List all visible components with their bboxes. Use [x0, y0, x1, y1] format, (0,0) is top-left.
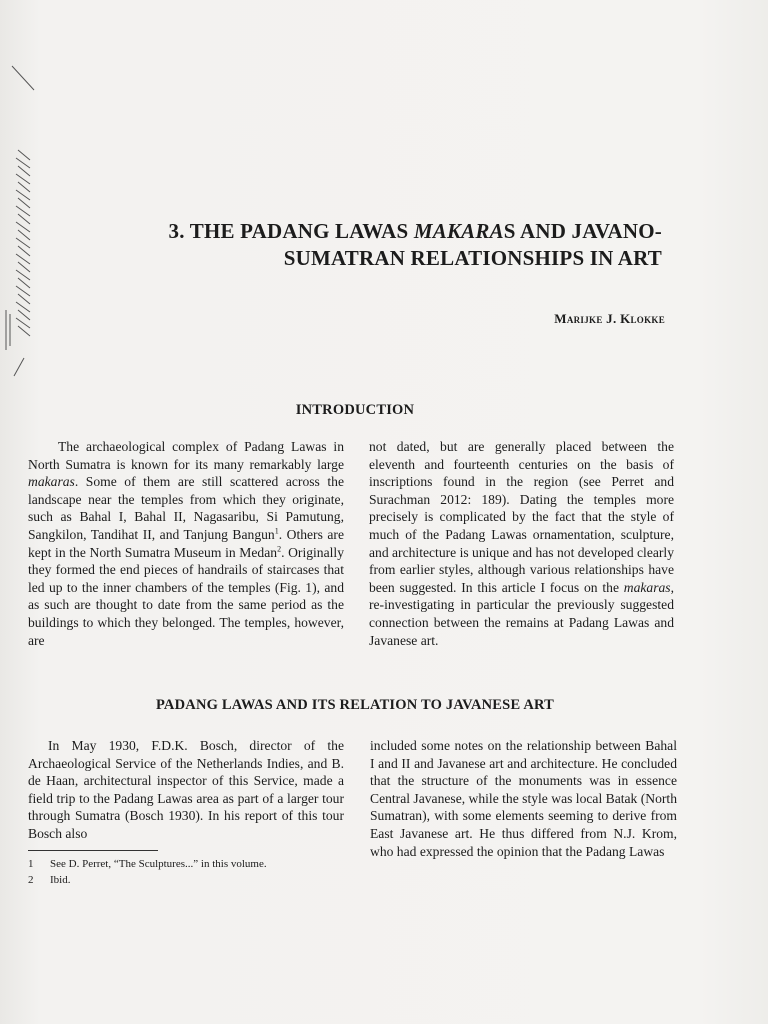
- footnote-text: Ibid.: [50, 874, 71, 886]
- footnote: [28, 872, 344, 888]
- footnote: [28, 856, 344, 872]
- title-line-1: [90, 218, 662, 245]
- padang-text-1: In May 1930, F.D.K. Bosch, director of the Archaeological Service of the Netherlands Indies, and B. de Haan, architectural inspector of this Service, made a field trip to the Padang Lawas area as part of a larger tour through Sumatra (Bosch 1930). In his report of this tour Bosch also: [28, 738, 344, 841]
- footnote-ref-2: 2: [277, 544, 282, 554]
- padang-column-left: [28, 737, 344, 843]
- footnote-number: 1: [28, 858, 34, 870]
- intro-column-right: [369, 438, 674, 649]
- intro-text-5: not dated, but are generally placed between the eleventh and fourteenth centuries on the basis of inscriptions found in the region (see Perret and Surachman 2012: 189). Dating the temples more precisely is complicated by the fact that the style of much of the Padang Lawas ornamentation, sculpture, and architecture is unique and has not developed clearly from earlier styles, although various relationships have been suggested. In this article I focus on the: [369, 439, 674, 595]
- intro-italic-makaras-2: makaras: [623, 579, 671, 595]
- footnote-number: 2: [28, 874, 34, 886]
- padang-text-2: included some notes on the relationship between Bahal I and II and Javanese art and architecture. He concluded that the structure of the monuments was in essence Central Javanese, while the style was local Batak (North Sumatran), with some elements seeming to derive from East Javanese art. He thus differed from N.J. Krom, who had expressed the opinion that the Padang Lawas: [370, 738, 677, 859]
- article-title: [90, 218, 662, 272]
- padang-paragraph-continued: [370, 737, 677, 860]
- title-line-1-prefix: 3. THE PADANG LAWAS: [168, 219, 414, 243]
- title-line-2: SUMATRAN RELATIONSHIPS IN ART: [283, 246, 662, 270]
- padang-column-right: [370, 737, 677, 860]
- binding-edge-marks: [0, 50, 40, 390]
- intro-text-4: . Originally they formed the end pieces of handrails of staircases that led up to the inner chambers of the temples (Fig. 1), and as such are thought to date from the same period as the buildings to which they belonged. The temples, however, are: [28, 544, 344, 648]
- section-heading-padang-lawas: PADANG LAWAS AND ITS RELATION TO JAVANESE ART: [155, 697, 555, 713]
- footnotes: [28, 856, 344, 888]
- intro-text-1: The archaeological complex of Padang Lawas in North Sumatra is known for its many remarkably large: [28, 439, 344, 472]
- intro-text-2: . Some of them are still scattered across the landscape near the temples from which they originate, such as Bahal I, Bahal II, Nagasaribu, Si Pamutung, Sangkilon, Tandihat II, and Tanjung Bangun: [28, 474, 344, 542]
- intro-italic-makaras: makaras: [28, 474, 75, 490]
- intro-text-6: , re-investigating in particular the previously suggested connection between the remains at Padang Lawas and Javanese art.: [369, 579, 674, 648]
- footnote-rule: [28, 850, 158, 851]
- intro-text-3: . Others are kept in the North Sumatra Museum in Medan: [28, 526, 344, 560]
- author-name: Marijke J. Klokke: [554, 311, 665, 326]
- padang-paragraph: [28, 737, 344, 843]
- intro-column-left: [28, 438, 344, 649]
- title-line-1-suffix: S AND JAVANO-: [503, 219, 662, 243]
- footnote-ref-1: 1: [274, 526, 279, 536]
- title-line-1-italic: MAKARA: [413, 219, 504, 243]
- footnote-text: See D. Perret, “The Sculptures...” in this volume.: [50, 858, 267, 870]
- intro-paragraph-continued: [369, 438, 674, 649]
- intro-paragraph: [28, 438, 344, 649]
- section-heading-introduction: INTRODUCTION: [295, 402, 415, 418]
